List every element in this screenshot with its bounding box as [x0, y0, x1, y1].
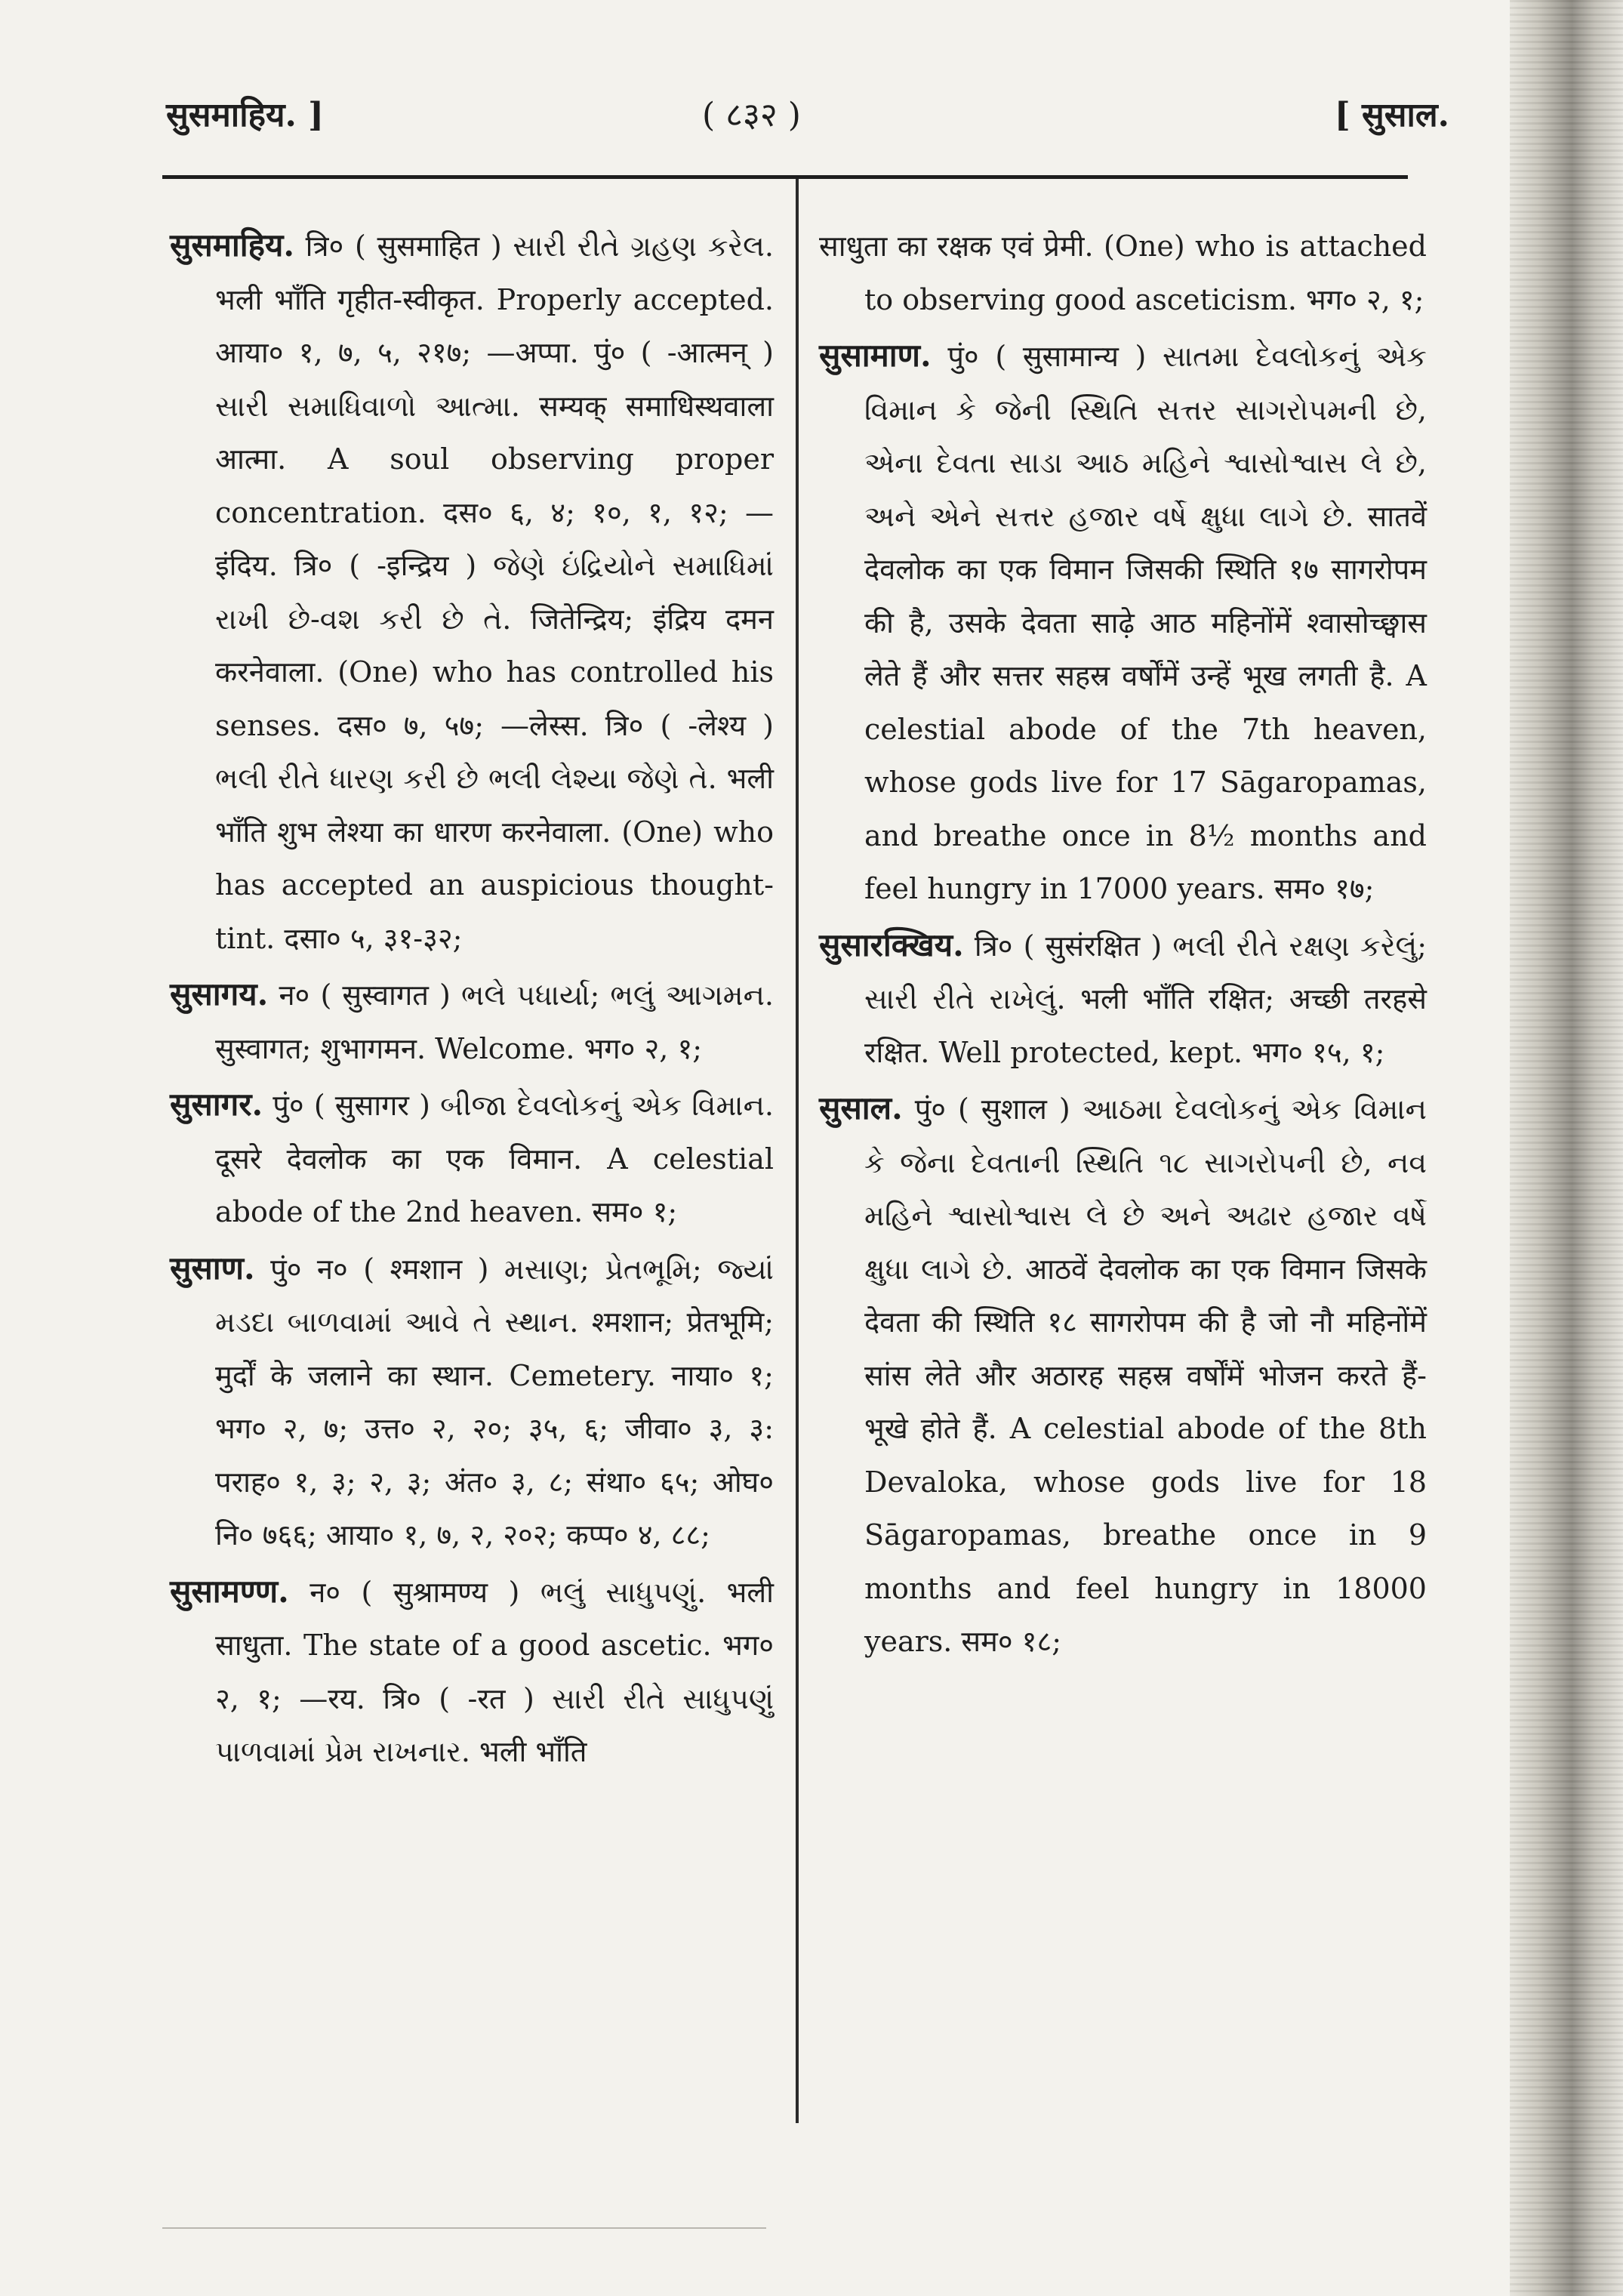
dictionary-entry [170, 1565, 774, 1779]
column-divider [796, 179, 799, 2123]
entry-definition: पुं० न० ( श्मशान ) મસાણ; પ્રેતભૂમિ; જ્યાં મડદા બાળવામાં આવે તે સ્થાન. श्मशान; प्रेतभूमि; मुर्दों के जलाने का स्थान. Cemetery. नाया० १; भग० २, ७; उत्त० २, २०; ३५, ६; जीवा० ३, ३: पराह० १, ३; २, ३; अंत० ३, ८; संथा० ६५; ओघ० नि० ७६६; आया० १, ७, २, २०२; कप्प० ४, ८८; [215, 1252, 774, 1552]
entry-headword: सुसाल. [819, 1089, 903, 1126]
entry-headword: सुसागर. [170, 1086, 263, 1123]
header-last-headword: [ सुसाल. [1334, 96, 1449, 134]
entry-definition: पुं० ( सुसागर ) બીજા દેવલોકનું એક વિમાન. दूसरे देवलोक का एक विमान. A celestial abode of the 2nd heaven. सम० १; [215, 1089, 774, 1228]
entry-definition: न० ( सुस्वागत ) ભલે પધાર્યા; ભલું આગમન. सुस्वागत; शुभागमन. Welcome. भग० २, १; [215, 978, 774, 1065]
dictionary-entry [170, 1078, 774, 1239]
entry-headword: सुसारक्खिय. [819, 926, 964, 963]
entry-definition: न० ( सुश्रामण्य ) ભલું સાધુપણું. भली साधुता. The state of a good ascetic. भग० २, १; —रय. त्रि० ( -रत ) સારી રીતે સાધુપણું પાળવામાં પ્રેમ રાખનાર. भली भाँति [215, 1575, 774, 1768]
dictionary-entry [170, 968, 774, 1075]
entry-headword: सुसमाहिय. [170, 227, 294, 264]
entry-definition: पुं० ( सुशाल ) આઠમા દેવલોકનું એક વિમાન કે જેના દેવતાની સ્થિતિ ૧૮ સાગરોપની છે, નવ મહિને શ્વાસોશ્વાસ લે છે અને અઢાર હજાર વર્ષે ક્ષુધા લાગે છે. आठवें देवलोक का एक विमान जिसके देवता की स्थिति १८ सागरोपम की है जो नौ महिनोंमें सांस लेते और अठारह सहस्र वर्षोंमें भोजन करते हैं-भूखे होते हैं. A celestial abode of the 8th Devaloka, whose gods live for 18 Sāgaropamas, breathe once in 9 months and feel hungry in 18000 years. सम० १८; [864, 1093, 1427, 1658]
dictionary-entry [819, 919, 1427, 1080]
dictionary-entry [170, 219, 774, 965]
entry-definition: त्रि० ( सुसंरक्षित ) ભલી રીતે રક્ષણ કરેલું; સારી રીતે રાખેલું. भली भाँति रक्षित; अच्छी तरहसे रक्षित. Well protected, kept. भग० १५, १; [864, 929, 1427, 1069]
right-column [819, 219, 1427, 1672]
entry-definition: त्रि० ( सुसमाहित ) સારી રીતે ગ્રહણ કરેલ. भली भाँति गृहीत-स्वीकृत. Properly accepted. आया० १, ७, ५, २१७; —अप्पा. पुं० ( -आत्मन् ) સારી સમાધિવાળો આત્મા. सम्यक् समाधिस्थवाला आत्मा. A soul observing proper concentration. दस० ६, ४; १०, १, १२; —इंदिय. त्रि० ( -इन्द्रिय ) જેણે ઇંદ્રિયોને સમાધિમાં રાખી છે-વશ કરી છે તે. जितेन्द्रिय; इंद्रिय दमन करनेवाला. (One) who has controlled his senses. दस० ७, ५७; —लेस्स. त्रि० ( -लेश्य ) ભલી રીતે ધારણ કરી છે ભલી લેશ્યા જેણે તે. भली भाँति शुभ लेश्या का धारण करनेवाला. (One) who has accepted an auspicious thought-tint. दसा० ५, ३१-३२; [215, 230, 774, 955]
book-binding-edge [1510, 0, 1623, 2296]
entry-headword: सुसागय. [170, 975, 269, 1012]
dictionary-entry [819, 329, 1427, 916]
footer-rule [162, 2227, 766, 2229]
header-first-headword: सुसमाहिय. ] [166, 96, 324, 134]
dictionary-entry-continuation [819, 219, 1427, 326]
entry-definition: साधुता का रक्षक एवं प्रेमी. (One) who is attached to observing good asceticism. भग० २, १; [819, 230, 1427, 316]
entry-headword: सुसाण. [170, 1249, 255, 1287]
entry-headword: सुसामण्ण. [170, 1572, 289, 1610]
dictionary-entry [819, 1082, 1427, 1669]
page-number: ( ८३२ ) [702, 96, 801, 134]
header-rule [162, 175, 1408, 179]
entry-definition: पुं० ( सुसामान्य ) સાતમા દેવલોકનું એક વિમાન કે જેની સ્થિતિ સત્તર સાગરોપમની છે, એના દેવતા સાડા આઠ મહિને શ્વાસોશ્વાસ લે છે, અને એને સત્તર હજાર વર્ષે ક્ષુધા લાગે છે. सातवें देवलोक का एक विमान जिसकी स्थिति १७ सागरोपम की है, उसके देवता साढ़े आठ महिनोंमें श्वासोच्छ्वास लेते हैं और सत्तर सहस्र वर्षोंमें उन्हें भूख लगती है. A celestial abode of the 7th heaven, whose gods live for 17 Sāgaropamas, and breathe once in 8½ months and feel hungry in 17000 years. सम० १७; [864, 340, 1427, 905]
dictionary-entry [170, 1242, 774, 1562]
left-column [170, 219, 774, 1782]
entry-headword: सुसामाण. [819, 337, 932, 374]
page-header [151, 76, 1449, 143]
